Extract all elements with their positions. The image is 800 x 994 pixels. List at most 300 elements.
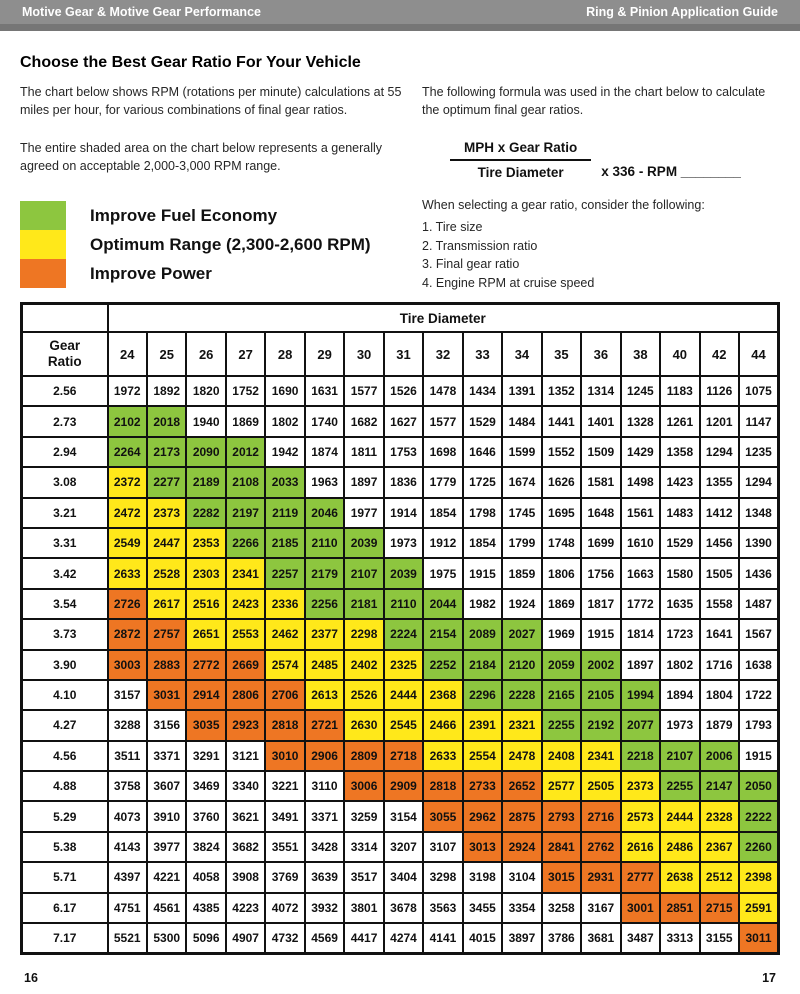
rpm-cell: 5521 [108,923,147,954]
rpm-cell: 1401 [581,406,620,436]
gear-ratio-cell: 3.42 [22,558,108,588]
gear-ratio-cell: 3.73 [22,619,108,649]
rpm-cell: 2777 [621,862,660,892]
tire-diameter-col-24: 24 [108,332,147,376]
rpm-cell: 4417 [344,923,383,954]
rpm-cell: 3932 [305,893,344,923]
rpm-cell: 2872 [108,619,147,649]
rpm-cell: 2818 [265,710,304,740]
consideration-item: 4. Engine RPM at cruise speed [422,276,595,290]
rpm-cell: 2554 [463,741,502,771]
table-corner-cell [22,304,108,333]
table-row-ratio-3.54 [22,589,779,619]
rpm-cell: 2806 [226,680,265,710]
rpm-cell: 1874 [305,437,344,467]
rpm-cell: 1779 [423,467,462,497]
rpm-cell: 3469 [186,771,225,801]
rpm-cell: 1972 [108,376,147,406]
rpm-cell: 1201 [700,406,739,436]
rpm-cell: 1804 [700,680,739,710]
rpm-cell: 2591 [739,893,779,923]
tire-diameter-col-40: 40 [660,332,699,376]
table-row-ratio-3.90 [22,650,779,680]
rpm-cell: 1261 [660,406,699,436]
tire-diameter-col-25: 25 [147,332,186,376]
rpm-cell: 1682 [344,406,383,436]
rpm-cell: 2107 [344,558,383,588]
rpm-cell: 2224 [384,619,423,649]
gear-ratio-cell: 4.88 [22,771,108,801]
legend-item-green [20,201,412,230]
formula-suffix: x 336 - RPM ________ [601,164,741,179]
rpm-cell: 1314 [581,376,620,406]
rpm-cell: 2377 [305,619,344,649]
rpm-cell: 1429 [621,437,660,467]
rpm-cell: 2574 [265,650,304,680]
rpm-cell: 1355 [700,467,739,497]
rpm-cell: 1441 [542,406,581,436]
rpm-cell: 1973 [660,710,699,740]
rpm-cell: 2341 [581,741,620,771]
gear-ratio-cell: 3.21 [22,498,108,528]
rpm-cell: 1723 [660,619,699,649]
table-row-ratio-4.88 [22,771,779,801]
rpm-cell: 3371 [147,741,186,771]
rpm-cell: 3314 [344,832,383,862]
rpm-cell: 1577 [344,376,383,406]
rpm-cell: 2110 [305,528,344,558]
rpm-cell: 2277 [147,467,186,497]
rpm-cell: 2012 [226,437,265,467]
rpm-cell: 2391 [463,710,502,740]
formula-numerator: MPH x Gear Ratio [464,140,578,155]
rpm-cell: 1423 [660,467,699,497]
rpm-cell: 4732 [265,923,304,954]
rpm-cell: 2179 [305,558,344,588]
rpm-cell: 2906 [305,741,344,771]
rpm-cell: 3221 [265,771,304,801]
rpm-cell: 2652 [502,771,541,801]
rpm-cell: 1328 [621,406,660,436]
color-legend [20,201,412,288]
rpm-cell: 2228 [502,680,541,710]
rpm-cell: 1478 [423,376,462,406]
rpm-cell: 1820 [186,376,225,406]
gear-ratio-cell: 2.73 [22,406,108,436]
gear-ratio-cell: 4.56 [22,741,108,771]
rpm-cell: 2046 [305,498,344,528]
rpm-cell: 2851 [660,893,699,923]
rpm-cell: 3404 [384,862,423,892]
rpm-cell: 2962 [463,801,502,831]
rpm-cell: 1483 [660,498,699,528]
rpm-cell: 2466 [423,710,462,740]
table-row-ratio-5.38 [22,832,779,862]
rpm-cell: 3910 [147,801,186,831]
rpm-cell: 3288 [108,710,147,740]
gear-ratio-cell: 3.90 [22,650,108,680]
rpm-cell: 3110 [305,771,344,801]
rpm-cell: 1631 [305,376,344,406]
rpm-cell: 1798 [463,498,502,528]
rpm-cell: 3006 [344,771,383,801]
rpm-cell: 3015 [542,862,581,892]
rpm-cell: 2120 [502,650,541,680]
rpm-cell: 2721 [305,710,344,740]
rpm-cell: 3897 [502,923,541,954]
rpm-cell: 4274 [384,923,423,954]
rpm-cell: 3121 [226,741,265,771]
rpm-cell: 2107 [660,741,699,771]
rpm-cell: 3104 [502,862,541,892]
rpm-cell: 2282 [186,498,225,528]
rpm-cell: 2367 [700,832,739,862]
rpm-cell: 2197 [226,498,265,528]
page-title: Choose the Best Gear Ratio For Your Vehicle [20,54,361,71]
rpm-cell: 1690 [265,376,304,406]
rpm-cell: 1456 [700,528,739,558]
table-row-ratio-3.42 [22,558,779,588]
rpm-cell: 2545 [384,710,423,740]
gear-ratio-cell: 3.08 [22,467,108,497]
rpm-cell: 2444 [384,680,423,710]
rpm-cell: 2108 [226,467,265,497]
rpm-cell: 1859 [502,558,541,588]
rpm-cell: 1969 [542,619,581,649]
gear-ratio-cell: 5.71 [22,862,108,892]
rpm-cell: 1558 [700,589,739,619]
rpm-cell: 2718 [384,741,423,771]
rpm-cell: 1982 [463,589,502,619]
rpm-cell: 1627 [384,406,423,436]
rpm-cell: 2105 [581,680,620,710]
rpm-cell: 1942 [265,437,304,467]
rpm-cell: 2325 [384,650,423,680]
rpm-cell: 3678 [384,893,423,923]
rpm-cell: 1348 [739,498,779,528]
rpm-cell: 1577 [423,406,462,436]
rpm-cell: 3031 [147,680,186,710]
rpm-cell: 2512 [700,862,739,892]
legend-item-orange [20,259,412,288]
rpm-cell: 3354 [502,893,541,923]
rpm-cell: 4072 [265,893,304,923]
rpm-cell: 3298 [423,862,462,892]
table-row-ratio-3.73 [22,619,779,649]
rpm-cell: 2050 [739,771,779,801]
rpm-cell: 2154 [423,619,462,649]
rpm-cell: 2222 [739,801,779,831]
rpm-cell: 4397 [108,862,147,892]
rpm-cell: 2549 [108,528,147,558]
rpm-cell: 1802 [660,650,699,680]
rpm-cell: 2553 [226,619,265,649]
rpm-cell: 1802 [265,406,304,436]
rpm-cell: 2255 [660,771,699,801]
rpm-cell: 2875 [502,801,541,831]
rpm-cell: 3156 [147,710,186,740]
rpm-cell: 4058 [186,862,225,892]
rpm-cell: 2298 [344,619,383,649]
rpm-cell: 2706 [265,680,304,710]
rpm-cell: 2444 [660,801,699,831]
rpm-cell: 1641 [700,619,739,649]
rpm-cell: 2373 [621,771,660,801]
rpm-cell: 3055 [423,801,462,831]
legend-swatch-orange [20,259,66,288]
rpm-cell: 2669 [226,650,265,680]
rpm-cell: 1994 [621,680,660,710]
table-row-ratio-2.94 [22,437,779,467]
rpm-cell: 3977 [147,832,186,862]
considerations-title: When selecting a gear ratio, consider the following: [422,198,705,212]
rpm-cell: 3517 [344,862,383,892]
rpm-cell: 2165 [542,680,581,710]
rpm-cell: 1722 [739,680,779,710]
rpm-cell: 3769 [265,862,304,892]
rpm-cell: 2408 [542,741,581,771]
rpm-cell: 1740 [305,406,344,436]
table-row-ratio-2.73 [22,406,779,436]
rpm-cell: 1725 [463,467,502,497]
legend-label: Improve Fuel Economy [90,205,278,225]
rpm-cell: 3010 [265,741,304,771]
rpm-cell: 2924 [502,832,541,862]
rpm-cell: 1674 [502,467,541,497]
rpm-cell: 4143 [108,832,147,862]
rpm-cell: 5096 [186,923,225,954]
rpm-cell: 1752 [226,376,265,406]
rpm-cell: 2090 [186,437,225,467]
table-row-ratio-7.17 [22,923,779,954]
rpm-cell: 1561 [621,498,660,528]
table-row-ratio-4.27 [22,710,779,740]
rpm-cell: 2733 [463,771,502,801]
tire-diameter-col-35: 35 [542,332,581,376]
rpm-cell: 2818 [423,771,462,801]
rpm-cell: 2573 [621,801,660,831]
rpm-cell: 1915 [739,741,779,771]
rpm-cell: 3291 [186,741,225,771]
rpm-cell: 1505 [700,558,739,588]
rpm-cell: 1635 [660,589,699,619]
rpm-cell: 3207 [384,832,423,862]
rpm-cell: 1235 [739,437,779,467]
rpm-cell: 2841 [542,832,581,862]
rpm-cell: 1412 [700,498,739,528]
table-row-ratio-3.08 [22,467,779,497]
rpm-cell: 2257 [265,558,304,588]
gear-ratio-cell: 3.54 [22,589,108,619]
rpm-cell: 1869 [226,406,265,436]
tire-diameter-col-44: 44 [739,332,779,376]
tire-diameter-col-33: 33 [463,332,502,376]
table-row-ratio-5.71 [22,862,779,892]
rpm-cell: 2260 [739,832,779,862]
rpm-cell: 1756 [581,558,620,588]
rpm-cell: 1748 [542,528,581,558]
rpm-cell: 2173 [147,437,186,467]
legend-label: Optimum Range (2,300-2,600 RPM) [90,234,371,254]
gear-ratio-cell: 2.56 [22,376,108,406]
rpm-cell: 1977 [344,498,383,528]
rpm-cell: 2883 [147,650,186,680]
rpm-cell: 1869 [542,589,581,619]
rpm-cell: 1894 [660,680,699,710]
rpm-cell: 1915 [581,619,620,649]
rpm-cell: 1529 [660,528,699,558]
rpm-cell: 3801 [344,893,383,923]
rpm-cell: 1811 [344,437,383,467]
rpm-cell: 3013 [463,832,502,862]
rpm-cell: 2102 [108,406,147,436]
rpm-cell: 1940 [186,406,225,436]
rpm-cell: 3167 [581,893,620,923]
rpm-cell: 2931 [581,862,620,892]
gear-ratio-cell: 4.10 [22,680,108,710]
rpm-cell: 2184 [463,650,502,680]
rpm-cell: 2002 [581,650,620,680]
rpm-cell: 3621 [226,801,265,831]
rpm-cell: 3563 [423,893,462,923]
gear-ratio-cell: 4.27 [22,710,108,740]
gear-ratio-cell: 5.38 [22,832,108,862]
rpm-cell: 1581 [581,467,620,497]
rpm-cell: 2726 [108,589,147,619]
rpm-cell: 2478 [502,741,541,771]
tire-diameter-col-32: 32 [423,332,462,376]
rpm-cell: 2303 [186,558,225,588]
banner-right-title: Ring & Pinion Application Guide [586,5,778,19]
rpm-cell: 1075 [739,376,779,406]
rpm-cell: 1914 [384,498,423,528]
rpm-cell: 1526 [384,376,423,406]
tire-diameter-col-27: 27 [226,332,265,376]
formula-fraction [450,140,591,180]
rpm-cell: 2772 [186,650,225,680]
rpm-cell: 2909 [384,771,423,801]
rpm-cell: 1648 [581,498,620,528]
rpm-cell: 1698 [423,437,462,467]
rpm-cell: 3455 [463,893,502,923]
rpm-cell: 1294 [700,437,739,467]
rpm-cell: 1484 [502,406,541,436]
rpm-cell: 3258 [542,893,581,923]
rpm-cell: 2402 [344,650,383,680]
legend-label: Improve Power [90,263,212,283]
rpm-cell: 4015 [463,923,502,954]
rpm-cell: 2218 [621,741,660,771]
page-number-right: 17 [762,971,776,985]
rpm-cell: 3011 [739,923,779,954]
rpm-cell: 4073 [108,801,147,831]
rpm-cell: 1814 [621,619,660,649]
rpm-cell: 1772 [621,589,660,619]
rpm-cell: 1126 [700,376,739,406]
rpm-cell: 1352 [542,376,581,406]
gear-ratio-cell: 7.17 [22,923,108,954]
table-row-ratio-4.56 [22,741,779,771]
rpm-cell: 1436 [739,558,779,588]
gear-ratio-cell: 2.94 [22,437,108,467]
rpm-cell: 2328 [700,801,739,831]
gear-ratio-cell: 5.29 [22,801,108,831]
tire-diameter-col-29: 29 [305,332,344,376]
rpm-cell: 3760 [186,801,225,831]
rpm-cell: 1498 [621,467,660,497]
considerations-list [422,218,784,293]
intro-paragraph-2: The entire shaded area on the chart below represents a generally agreed on acceptable 2,000-3,000 RPM range. [20,141,383,173]
rpm-cell: 2252 [423,650,462,680]
rpm-cell: 3198 [463,862,502,892]
rpm-cell: 2485 [305,650,344,680]
rpm-cell: 1567 [739,619,779,649]
rpm-cell: 2033 [265,467,304,497]
rpm-cell: 2147 [700,771,739,801]
rpm-cell: 1892 [147,376,186,406]
rpm-cell: 4751 [108,893,147,923]
rpm-cell: 3786 [542,923,581,954]
rpm-cell: 1963 [305,467,344,497]
rpm-cell: 1147 [739,406,779,436]
rpm-cell: 3035 [186,710,225,740]
tire-diameter-col-26: 26 [186,332,225,376]
gear-ratio-cell: 6.17 [22,893,108,923]
rpm-cell: 2423 [226,589,265,619]
rpm-cell: 2264 [108,437,147,467]
rpm-cell: 1915 [463,558,502,588]
table-row-ratio-3.31 [22,528,779,558]
rpm-cell: 2638 [660,862,699,892]
rpm-cell: 3681 [581,923,620,954]
rpm-cell: 2368 [423,680,462,710]
rpm-cell: 2181 [344,589,383,619]
rpm-cell: 2398 [739,862,779,892]
formula-denominator: Tire Diameter [450,159,591,180]
rpm-cell: 2472 [108,498,147,528]
tire-diameter-col-38: 38 [621,332,660,376]
rpm-cell: 1806 [542,558,581,588]
page-number-left: 16 [24,971,38,985]
rpm-cell: 2757 [147,619,186,649]
rpm-cell: 3682 [226,832,265,862]
rpm-cell: 1434 [463,376,502,406]
rpm-cell: 1646 [463,437,502,467]
rpm-cell: 3340 [226,771,265,801]
rpm-cell: 2526 [344,680,383,710]
rpm-cell: 2516 [186,589,225,619]
rpm-cell: 1358 [660,437,699,467]
rpm-cell: 3154 [384,801,423,831]
rpm-cell: 1854 [463,528,502,558]
rpm-cell: 4385 [186,893,225,923]
top-banner [0,0,800,31]
rpm-cell: 3607 [147,771,186,801]
rpm-cell: 3908 [226,862,265,892]
rpm-cell: 1509 [581,437,620,467]
rpm-cell: 4141 [423,923,462,954]
rpm-cell: 3371 [305,801,344,831]
table-row-ratio-3.21 [22,498,779,528]
rpm-cell: 2577 [542,771,581,801]
rpm-cell: 3155 [700,923,739,954]
tire-diameter-col-34: 34 [502,332,541,376]
rpm-cell: 1487 [739,589,779,619]
gear-ratio-header: Gear Ratio [22,332,108,376]
rpm-cell: 3491 [265,801,304,831]
rpm-cell: 2185 [265,528,304,558]
rpm-cell: 3551 [265,832,304,862]
